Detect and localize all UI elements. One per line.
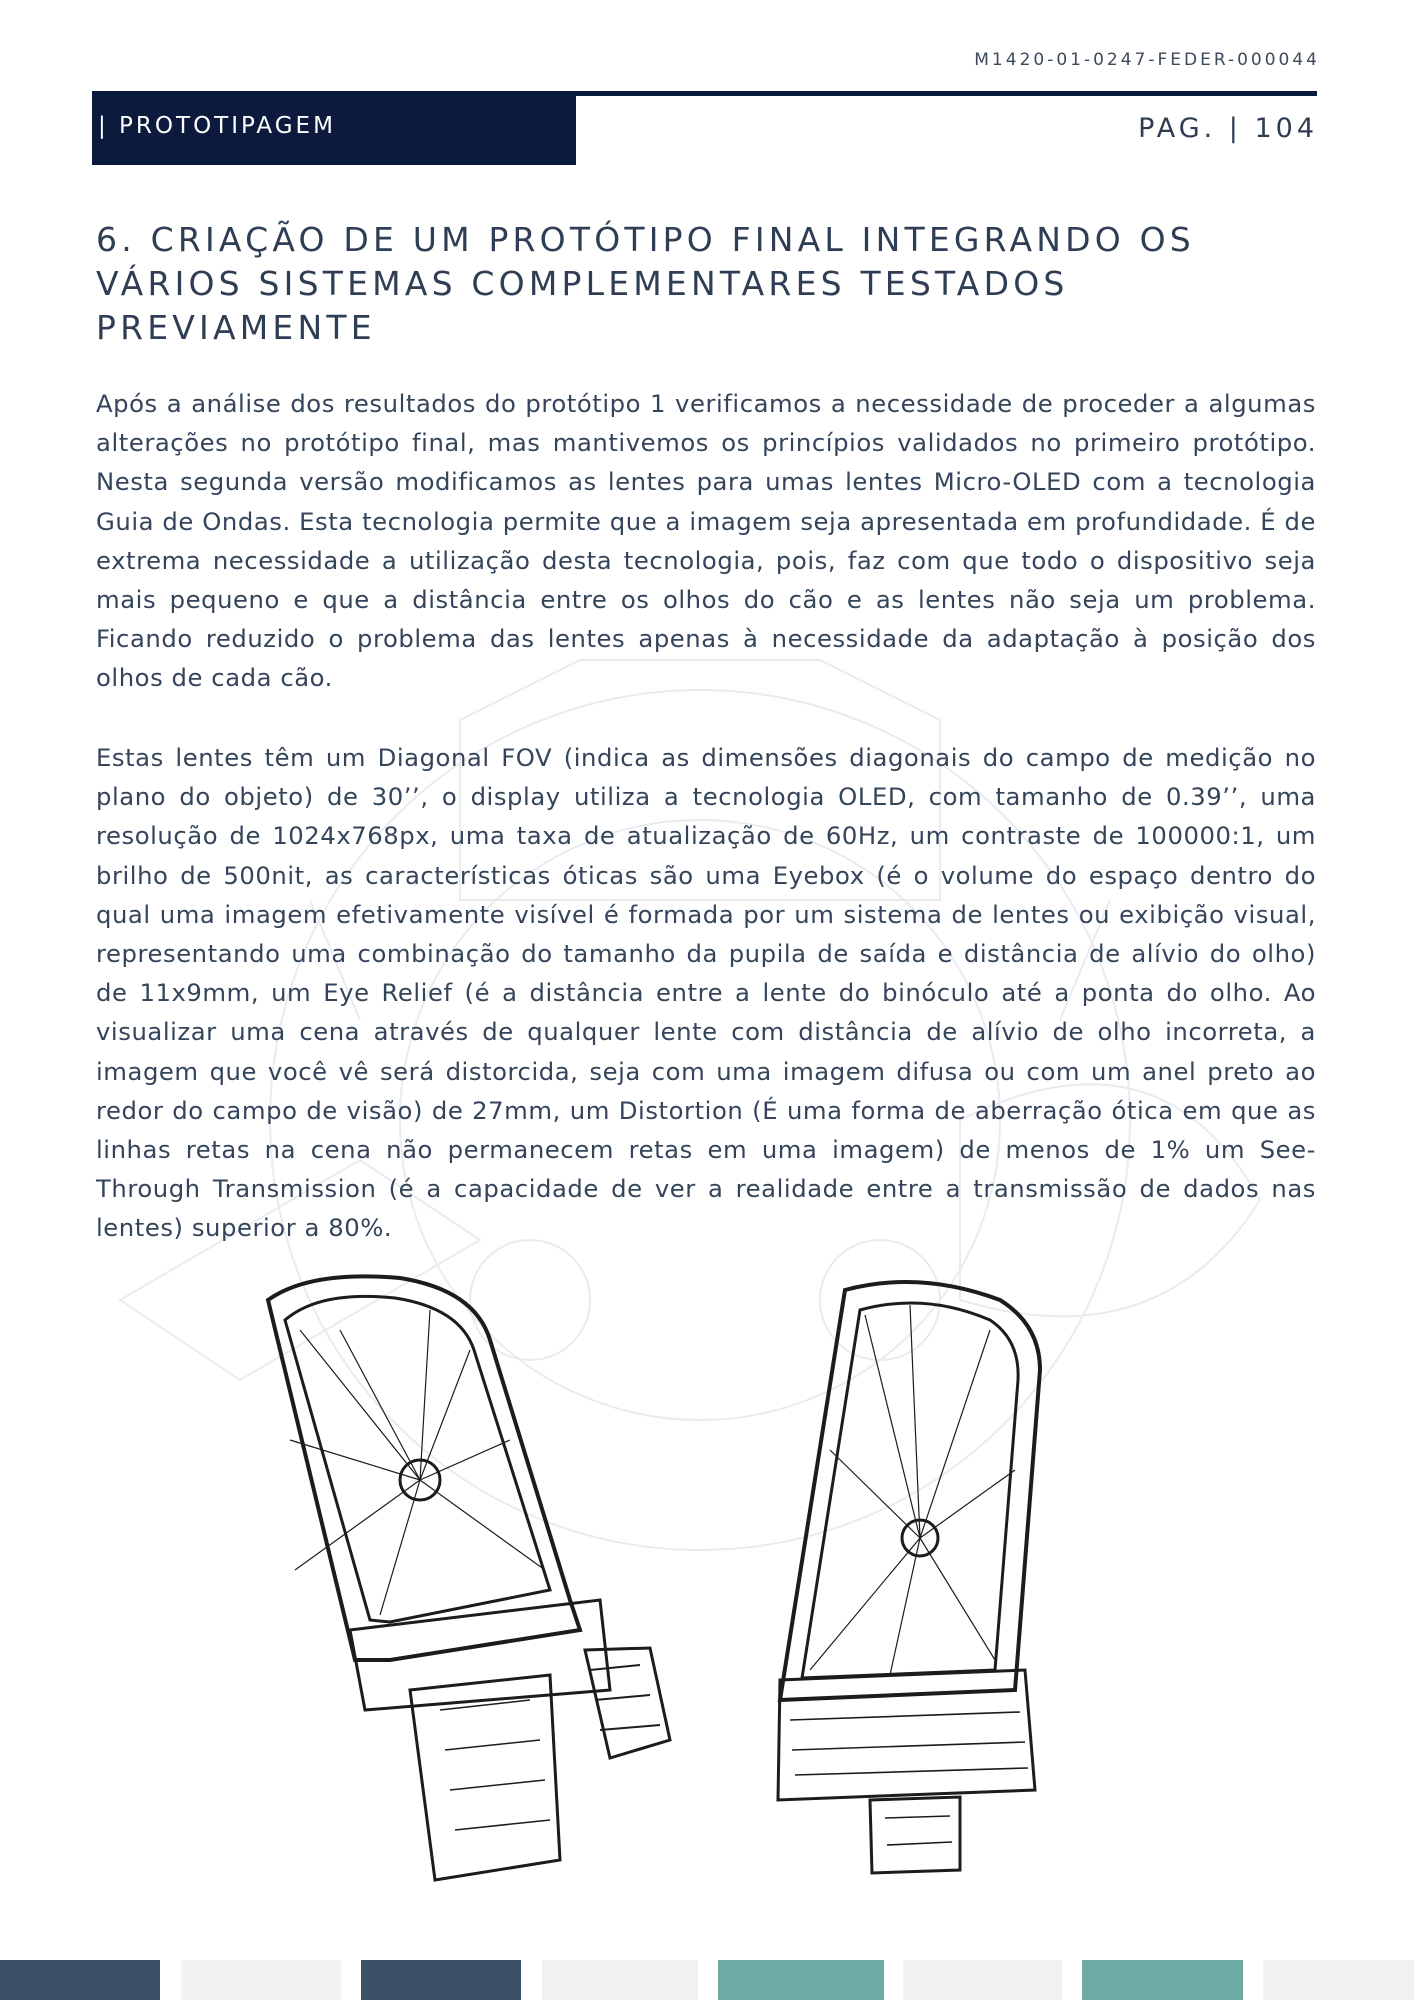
footer-block	[542, 1960, 698, 2000]
paragraph-intro: Após a análise dos resultados do protótipo 1 verificamos a necessidade de proceder a algumas alterações no protótipo final, mas mantivemos os princípios validados no primeiro protótipo. Nesta segunda versão modificamos as lentes para umas lentes Micro-OLED com a tecnologia Guia de Ondas. Esta tecnologia permite que a imagem seja apresentada em profundidade. É de extrema necessidade a utilização desta tecnologia, pois, faz com que todo o dispositivo seja mais pequeno e que a distância entre os olhos do cão e as lentes não seja um problema. Ficando reduzido o problema das lentes apenas à necessidade da adaptação à posição dos olhos de cada cão.	[96, 389, 1316, 693]
footer-block	[1263, 1960, 1414, 2000]
chapter-title: 6. CRIAÇÃO DE UM PROTÓTIPO FINAL INTEGRANDO OS VÁRIOS SISTEMAS COMPLEMENTARES TESTADOS PREVIAMENTE	[96, 220, 1195, 347]
footer-block	[0, 1960, 160, 2000]
footer-block	[181, 1960, 341, 2000]
footer-block	[903, 1960, 1062, 2000]
page-number: PAG. | 104	[1138, 113, 1318, 144]
left-lens-wireframe	[268, 1276, 670, 1880]
paragraph-specs: Estas lentes têm um Diagonal FOV (indica as dimensões diagonais do campo de medição no plano do objeto) de 30’’, o display utiliza a tecnologia OLED, com tamanho de 0.39’’, uma resolução de 1024x768px, uma taxa de atualização de 60Hz, um contraste de 100000:1, um brilho de 500nit, as características óticas são uma Eyebox (é o volume do espaço dentro do qual uma imagem efetivamente visível é formada por um sistema de lentes ou exibição visual, representando uma combinação do tamanho da pupila de saída e distância de alívio do olho) de 11x9mm, um Eye Relief (é a distância entre a lente do binóculo até a ponta do olho. Ao visualizar uma cena através de qualquer lente com distância de alívio de olho incorreta, a imagem que você vê será distorcida, seja com uma imagem difusa ou com um anel preto ao redor do campo de visão) de 27mm, um Distortion (É uma forma de aberração ótica em que as linhas retas na cena não permanecem retas em uma imagem) de menos de 1% um See-Through Transmission (é a capacidade de ver a realidade entre a transmissão de dados nas lentes) superior a 80%.	[96, 743, 1316, 1243]
project-code: M1420-01-0247-FEDER-000044	[974, 50, 1320, 70]
right-lens-wireframe	[778, 1282, 1040, 1873]
footer-color-strip	[0, 1960, 1414, 2000]
footer-block	[1082, 1960, 1243, 2000]
footer-block	[361, 1960, 521, 2000]
prototype-wireframe-figure	[90, 1270, 1320, 1910]
footer-block	[718, 1960, 884, 2000]
section-label: | PROTOTIPAGEM	[92, 91, 576, 165]
